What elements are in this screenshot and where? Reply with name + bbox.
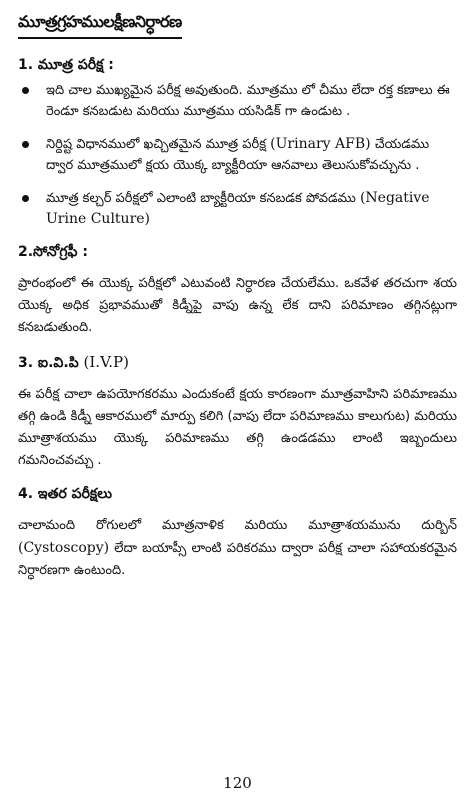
- bullet-dot-icon: [22, 195, 29, 202]
- section-1-bullet-list: [18, 80, 457, 230]
- section-4-body-pre: చాలామంది రోగులలో మూత్రనాళిక మరియు మూత్రాశయమును దుర్బిన్: [18, 518, 457, 533]
- page-title: మూత్రగ్రహములక్షీణనిర్ధారణ: [18, 12, 182, 31]
- section-3-heading-text: 3. ఐ.వి.పి: [18, 355, 79, 371]
- bullet-item-2-text-pre: నిర్దిష్ట విధానములో ఖచ్చితమైన మూత్ర పరీక్ష: [46, 137, 271, 152]
- bullet-item-2: [18, 134, 457, 176]
- bullet-item-1-text: ఇది చాల ముఖ్యమైన పరీక్ష అవుతుంది. మూత్రము లో చీము లేదా రక్త కణాలు ఈ రెండూ కనబడుట మరియు మూత్రము యసిడిక్ గా ఉండుట .: [46, 83, 450, 119]
- section-4-body-post: లేదా బయాప్సీ లాంటి పరికరము ద్వారా పరీక్ష చాలా సహాయకరమైన నిర్ధారణగా ఉంటుంది.: [18, 541, 457, 578]
- page-number: 120: [223, 774, 252, 792]
- page-title-wrap: [18, 12, 182, 35]
- section-3-heading: [18, 353, 457, 374]
- section-4-body-latin: (Cystoscopy): [18, 540, 110, 556]
- section-3-heading-latin: (I.V.P): [83, 353, 129, 371]
- section-2-heading: 2.సోనోగ్రఫీ :: [18, 244, 88, 260]
- section-1-heading: 1. మూత్ర పరీక్ష :: [18, 57, 114, 73]
- title-underline: [18, 37, 182, 39]
- section-4-body: [18, 515, 457, 582]
- bullet-dot-icon: [22, 87, 29, 94]
- bullet-item-1: [18, 80, 457, 122]
- bullet-item-3: [18, 188, 457, 230]
- section-3-body: ఈ పరీక్ష చాలా ఉపయోగకరము ఎందుకంటే క్షయ కారణంగా మూత్రవాహిని పరిమాణము తగ్గి ఉండి కిడ్నీ ఆకారములో మార్పు కలిగి (వాపు లేదా పరిమాణము కాలుగుట) మరియు మూత్రాశయము యొక్క పరిమాణము తగ్గి ఉండడము లాంటి ఇబ్బందులు గమనించవచ్చు .: [18, 387, 457, 468]
- section-2-body: ప్రారంభంలో ఈ యొక్క పరీక్షలో ఎటువంటి నిర్ధారణ చేయలేము. ఒకవేళ తరచుగా శయ యొక్క అధిక ప్రభావముతో కిడ్నీపై వాపు ఉన్న లేక దాని పరిమాణం తగ్గినట్లుగా కనబడుతుంది.: [18, 276, 457, 335]
- section-4-heading: 4. ఇతర పరీక్షలు: [18, 486, 112, 502]
- bullet-dot-icon: [22, 141, 29, 148]
- bullet-item-2-text-post: చేయడము ద్వార మూత్రములో క్షయ యొక్క బ్యాక్టీరియా ఆనవాలు తెలుసుకోవచ్చును .: [46, 137, 430, 173]
- bullet-item-3-latin: (Negative Urine Culture): [46, 190, 430, 227]
- bullet-item-3-text-pre: మూత్ర కల్చర్ పరీక్షలో ఎలాంటి బ్యాక్టీరియా కనబడక పోవడము: [46, 191, 360, 206]
- bullet-item-2-latin: (Urinary AFB): [270, 136, 371, 152]
